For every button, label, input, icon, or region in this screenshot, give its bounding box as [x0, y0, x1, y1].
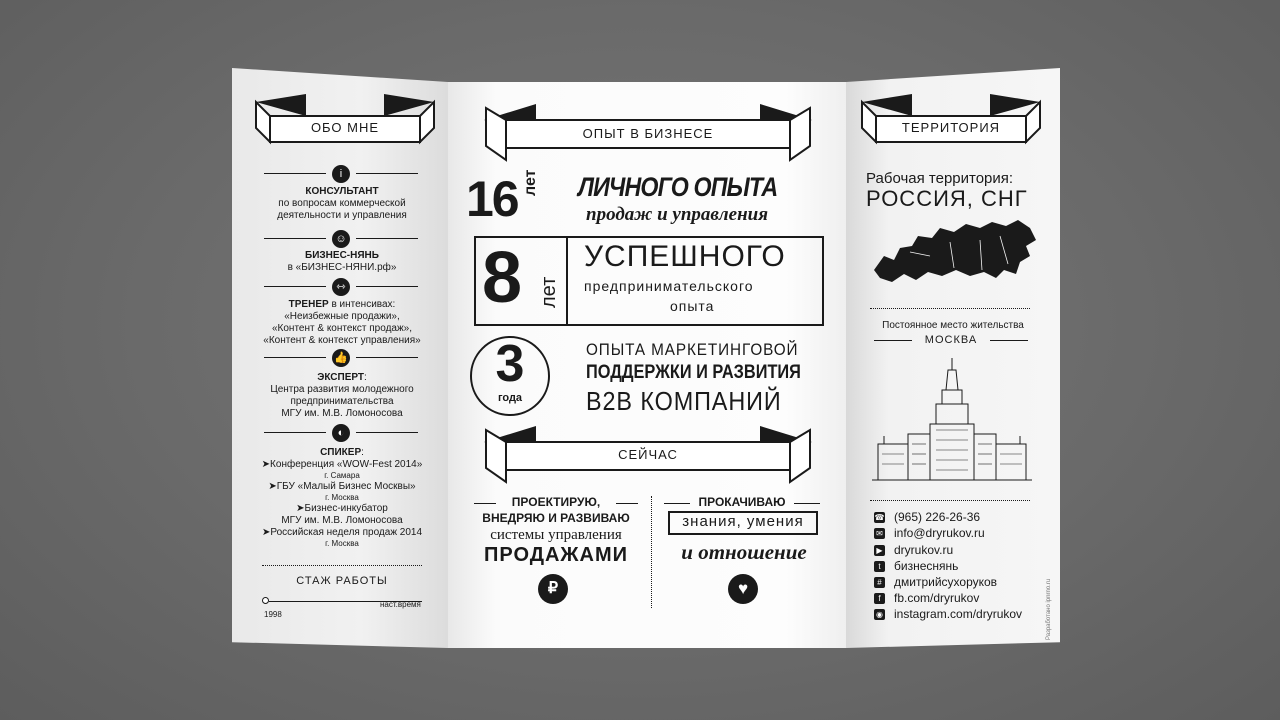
- stat1-number: 16: [466, 171, 518, 227]
- item-line: «Контент & контекст управления»: [263, 335, 421, 346]
- item-consultant: [252, 186, 432, 222]
- divider: [874, 340, 912, 341]
- divider: [356, 286, 418, 287]
- ribbon-now-label: СЕЙЧАС: [618, 447, 678, 462]
- instagram-icon: ◉: [874, 609, 885, 620]
- stat2-unit: лет: [538, 276, 560, 308]
- contact-text: info@dryrukov.ru: [894, 526, 985, 540]
- now-left-l4: ПРОДАЖАМИ: [484, 544, 628, 566]
- msu-building-illustration: [872, 356, 1032, 488]
- residence-label: Постоянное место жительства: [882, 320, 1024, 331]
- info-icon: i: [332, 165, 350, 183]
- item-title: ТРЕНЕР: [288, 299, 329, 310]
- divider: [264, 286, 326, 287]
- contact-text: (965) 226-26-36: [894, 510, 981, 524]
- item-line: МГУ им. М.В. Ломоносова: [281, 515, 403, 526]
- item-line: в «БИЗНЕС-НЯНИ.рф»: [287, 262, 397, 273]
- now-right-l1: ПРОКАЧИВАЮ: [698, 495, 786, 509]
- mail-icon: ✉: [874, 528, 885, 539]
- now-left-l2: ВНЕДРЯЮ И РАЗВИВАЮ: [482, 511, 630, 525]
- item-speaker: [252, 447, 432, 549]
- now-right-l3: и отношение: [681, 540, 807, 564]
- contact-twitter[interactable]: [874, 559, 958, 573]
- item-trainer: [252, 299, 432, 347]
- contact-hashtag[interactable]: [874, 575, 997, 589]
- item-line: «Контент & контекст продаж»,: [271, 323, 413, 334]
- item-title-suffix: :: [364, 372, 367, 383]
- contact-instagram[interactable]: [874, 607, 1022, 621]
- item-title-suffix: :: [361, 447, 364, 458]
- item-line: ➤Российская неделя продаж 2014: [261, 527, 423, 538]
- stat1-unit: лет: [522, 169, 539, 196]
- item-line: ➤Бизнес-инкубатор: [296, 503, 388, 514]
- experience-label: СТАЖ РАБОТЫ: [296, 575, 388, 587]
- timeline-start-dot: [262, 597, 269, 604]
- item-line: ➤ГБУ «Малый Бизнес Москвы»: [268, 481, 416, 492]
- divider: [264, 357, 326, 358]
- divider: [264, 432, 326, 433]
- contact-facebook[interactable]: [874, 591, 979, 605]
- hashtag-icon: #: [874, 577, 885, 588]
- item-title: СПИКЕР: [320, 447, 362, 458]
- item-title: БИЗНЕС-НЯНЬ: [305, 250, 379, 261]
- item-title-suffix: в интенсивах:: [328, 299, 396, 310]
- item-line: «Неизбежные продажи»,: [284, 311, 400, 322]
- item-line: предпринимательства: [290, 396, 394, 407]
- stat1-line2: продаж и управления: [586, 204, 768, 225]
- dotted-divider: [870, 500, 1030, 501]
- stat2-line2: предпринимательского: [584, 278, 754, 294]
- stat3-number: 3: [495, 335, 525, 393]
- territory-value: РОССИЯ, СНГ: [866, 186, 1028, 211]
- divider: [990, 340, 1028, 341]
- divider: [264, 173, 326, 174]
- stat3-line3: B2B КОМПАНИЙ: [586, 386, 782, 416]
- baby-icon: ☺: [332, 230, 350, 248]
- stat2-divider: [566, 236, 568, 326]
- contact-text: dryrukov.ru: [894, 543, 954, 557]
- ribbon-about-label: ОБО МНЕ: [310, 120, 380, 135]
- item-line: Центра развития молодежного: [270, 384, 414, 395]
- column-divider: [651, 496, 652, 608]
- divider: [356, 173, 418, 174]
- divider: [356, 357, 418, 358]
- russia-map-icon: [870, 212, 1040, 292]
- stat3-line1: ОПЫТА МАРКЕТИНГОВОЙ: [586, 340, 799, 359]
- dotted-divider: [870, 308, 1030, 309]
- twitter-icon: t: [874, 561, 885, 572]
- now-right-l2: знания, умения: [682, 513, 804, 530]
- item-title: ЭКСПЕРТ: [317, 372, 365, 383]
- thumbs-up-icon: 👍: [332, 349, 350, 367]
- contact-email[interactable]: [874, 526, 985, 540]
- divider: [356, 238, 418, 239]
- item-expert: [252, 372, 432, 420]
- stat2-line1: УСПЕШНОГО: [584, 240, 786, 273]
- item-title: КОНСУЛЬТАНТ: [305, 186, 379, 197]
- contact-website[interactable]: [874, 543, 953, 557]
- stat3-line2: ПОДДЕРЖКИ И РАЗВИТИЯ: [586, 362, 801, 383]
- contact-phone[interactable]: [874, 510, 980, 524]
- contact-text: instagram.com/dryrukov: [894, 607, 1023, 621]
- item-line: ➤Конференция «WOW-Fest 2014»: [261, 459, 423, 470]
- item-line: г. Москва: [325, 539, 359, 548]
- residence-value: МОСКВА: [924, 334, 978, 346]
- divider: [264, 238, 326, 239]
- stat1-line1: ЛИЧНОГО ОПЫТА: [578, 172, 778, 202]
- money-bag-icon: ₽: [538, 574, 568, 604]
- dotted-divider: [262, 565, 422, 566]
- item-line: по вопросам коммерческой: [278, 198, 406, 209]
- item-line: г. Самара: [324, 471, 360, 480]
- territory-label: Рабочая территория:: [866, 170, 1014, 187]
- phone-icon: ☎: [874, 512, 885, 522]
- heart-icon: ♥: [728, 574, 758, 604]
- ribbon-territory-label: ТЕРРИТОРИЯ: [901, 120, 1001, 135]
- stat2-number: 8: [482, 238, 523, 318]
- experience-start: 1998: [264, 610, 282, 619]
- now-left-l3: системы управления: [490, 527, 622, 543]
- stat3-unit: года: [497, 392, 523, 404]
- divider: [356, 432, 418, 433]
- contact-text: fb.com/dryrukov: [894, 591, 980, 605]
- item-line: деятельности и управления: [277, 210, 407, 221]
- dumbbell-icon: ⇿: [332, 278, 350, 296]
- contact-text: бизнеснянь: [894, 559, 959, 573]
- facebook-icon: f: [874, 593, 885, 604]
- now-left-l1: ПРОЕКТИРУЮ,: [511, 495, 601, 509]
- item-line: МГУ им. М.В. Ломоносова: [281, 408, 403, 419]
- designer-credit: Разработано ipnrno.ru: [1046, 578, 1052, 640]
- contact-text: дмитрийсухоруков: [894, 575, 998, 589]
- megaphone-icon: ◐: [332, 424, 350, 442]
- ribbon-business-label: ОПЫТ В БИЗНЕСЕ: [582, 126, 714, 141]
- item-business-nanny: [252, 250, 432, 274]
- experience-end: наст.время: [380, 600, 421, 609]
- stat2-line3: опыта: [670, 298, 715, 314]
- play-icon: ▶: [874, 545, 885, 556]
- item-line: г. Москва: [325, 493, 359, 502]
